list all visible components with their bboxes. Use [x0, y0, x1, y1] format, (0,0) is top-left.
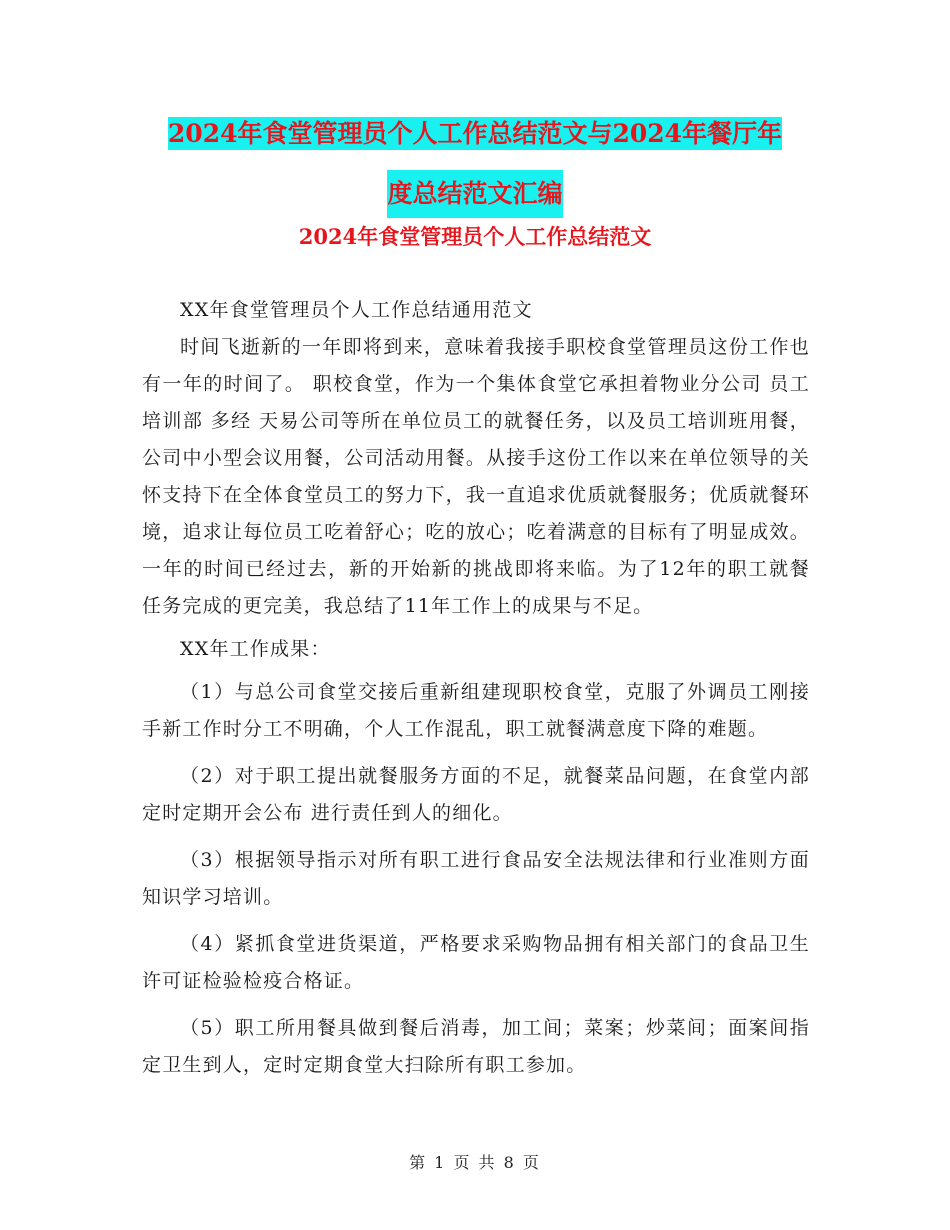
paragraph-results-heading: XX年工作成果： [180, 638, 331, 660]
title-line-1: 2024年食堂管理员个人工作总结范文与2024年餐厅年 [167, 119, 783, 148]
paragraph-intro: 时间飞逝新的一年即将到来，意味着我接手职校食堂管理员这份工作也有一年的时间了。 职校食堂，作为一个集体食堂它承担着物业分公司 员工培训部 多经 天易公司等所在单位员工的就餐任务，以及员工培训班用餐，公司中小型会议用餐，公司活动用餐。从接手这份工作以来在单位领导的关怀支持下在全体食堂员工的努力下，我一直追求优质就餐服务；优质就餐环境，追求让每位员工吃着舒心；吃的放心；吃着满意的目标有了明显成效。一年的时间已经过去，新的开始新的挑战即将来临。为了12年的职工就餐任务完成的更完美，我总结了11年工作上的成果与不足。 [142, 336, 810, 617]
paragraph-item-4: （4）紧抓食堂进货渠道，严格要求采购物品拥有相关部门的食品卫生许可证检验检疫合格证。 [142, 933, 810, 992]
document-body [142, 292, 810, 1084]
paragraph-item-2: （2）对于职工提出就餐服务方面的不足，就餐菜品问题，在食堂内部定时定期开会公布 进行责任到人的细化。 [142, 765, 810, 824]
paragraph-item-1: （1）与总公司食堂交接后重新组建现职校食堂，克服了外调员工刚接手新工作时分工不明确，个人工作混乱，职工就餐满意度下降的难题。 [142, 681, 810, 740]
paragraph-subtitle: XX年食堂管理员个人工作总结通用范文 [180, 299, 533, 321]
title-line-2: 度总结范文汇编 [387, 170, 562, 218]
page-footer: 第 1 页 共 8 页 [409, 1153, 541, 1172]
section-title: 2024年食堂管理员个人工作总结范文 [298, 224, 652, 249]
paragraph-item-3: （3）根据领导指示对所有职工进行食品安全法规法律和行业准则方面知识学习培训。 [142, 849, 810, 908]
paragraph-item-5: （5）职工所用餐具做到餐后消毒，加工间；菜案；炒菜间；面案间指定卫生到人，定时定期食堂大扫除所有职工参加。 [142, 1017, 810, 1076]
document-title [140, 112, 810, 218]
